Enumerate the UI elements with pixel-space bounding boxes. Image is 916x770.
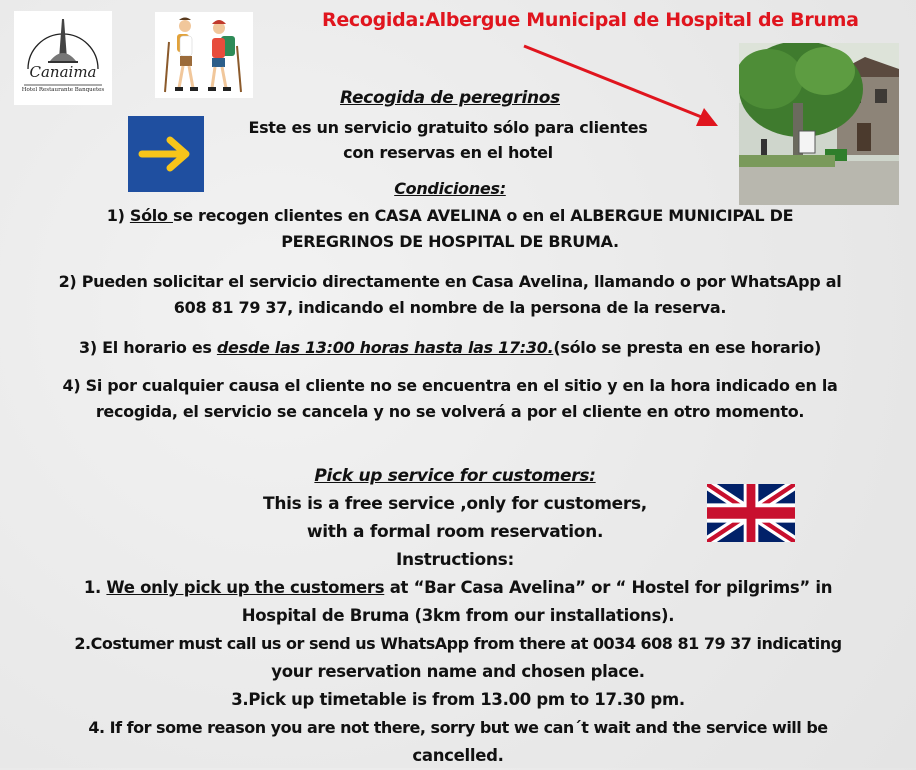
condition-3-schedule: desde las 13:00 horas hasta las 17:30. xyxy=(216,338,554,357)
logo-tagline: Hotel Restaurante Banquetes xyxy=(21,87,105,93)
condition-1-rest: se recogen clientes en CASA AVELINA o en el ALBERGUE MUNICIPAL DE xyxy=(172,206,794,225)
instruction-4-line-1: 4. If for some reason you are not there, sorry but we can´t wait and the service will be xyxy=(88,718,828,737)
condition-4-line-2: recogida, el servicio se cancela y no se volverá a por el cliente en otro momento. xyxy=(95,402,805,421)
condition-1-prefix: 1) xyxy=(106,206,130,225)
english-intro-line-1: This is a free service ,only for customers, xyxy=(263,494,647,514)
instruction-2-line-2: your reservation name and chosen place. xyxy=(271,662,645,681)
spanish-intro-line-2: con reservas en el hotel xyxy=(343,143,553,162)
instruction-1-line-1 xyxy=(0,574,916,602)
spanish-title: Recogida de peregrinos xyxy=(340,88,560,108)
instruction-1-underline: We only pick up the customers xyxy=(106,578,385,597)
hotel-logo xyxy=(14,11,112,105)
uk-flag-icon xyxy=(707,484,795,542)
instruction-2-line-1: 2.Costumer must call us or send us WhatsApp from there at 0034 608 81 79 37 indicating xyxy=(74,634,842,653)
instruction-3: 3.Pick up timetable is from 13.00 pm to 17.30 pm. xyxy=(231,690,685,709)
instruction-1-rest: at “Bar Casa Avelina” or “ Hostel for pilgrims” in xyxy=(384,578,833,597)
conditions-title: Condiciones: xyxy=(394,179,506,198)
condition-3-prefix: 3) El horario es xyxy=(79,338,217,357)
instruction-4-line-2: cancelled. xyxy=(412,746,504,765)
uk-flag xyxy=(707,484,795,542)
english-intro-line-2: with a formal room reservation. xyxy=(306,522,604,542)
english-title: Pick up service for customers: xyxy=(314,466,596,486)
condition-1-line-2: PEREGRINOS DE HOSPITAL DE BRUMA. xyxy=(281,232,619,251)
spanish-intro-line-1: Este es un servicio gratuito sólo para clientes xyxy=(248,118,648,137)
instruction-1-line-2: Hospital de Bruma (3km from our installations). xyxy=(241,606,675,625)
pickup-location-title: Recogida:Albergue Municipal de Hospital de Bruma xyxy=(322,9,859,31)
condition-1-underline: Sólo xyxy=(129,206,173,225)
instruction-1-prefix: 1. xyxy=(83,578,107,597)
instructions-title: Instructions: xyxy=(396,550,514,570)
yellow-arrow-icon xyxy=(128,116,204,192)
condition-1-line-1 xyxy=(0,204,900,228)
condition-2-line-1: 2) Pueden solicitar el servicio directamente en Casa Avelina, llamando o por WhatsApp al xyxy=(58,272,842,291)
camino-direction-sign xyxy=(128,116,204,192)
condition-3 xyxy=(0,336,900,360)
condition-3-suffix: (sólo se presta en ese horario) xyxy=(553,338,821,357)
condition-2-line-2: 608 81 79 37, indicando el nombre de la persona de la reserva. xyxy=(173,298,727,317)
albergue-photo xyxy=(739,43,899,205)
condition-4-line-1: 4) Si por cualquier causa el cliente no se encuentra en el sitio y en la hora indicado en la xyxy=(62,376,838,395)
logo-brand: Canaima xyxy=(29,63,97,81)
